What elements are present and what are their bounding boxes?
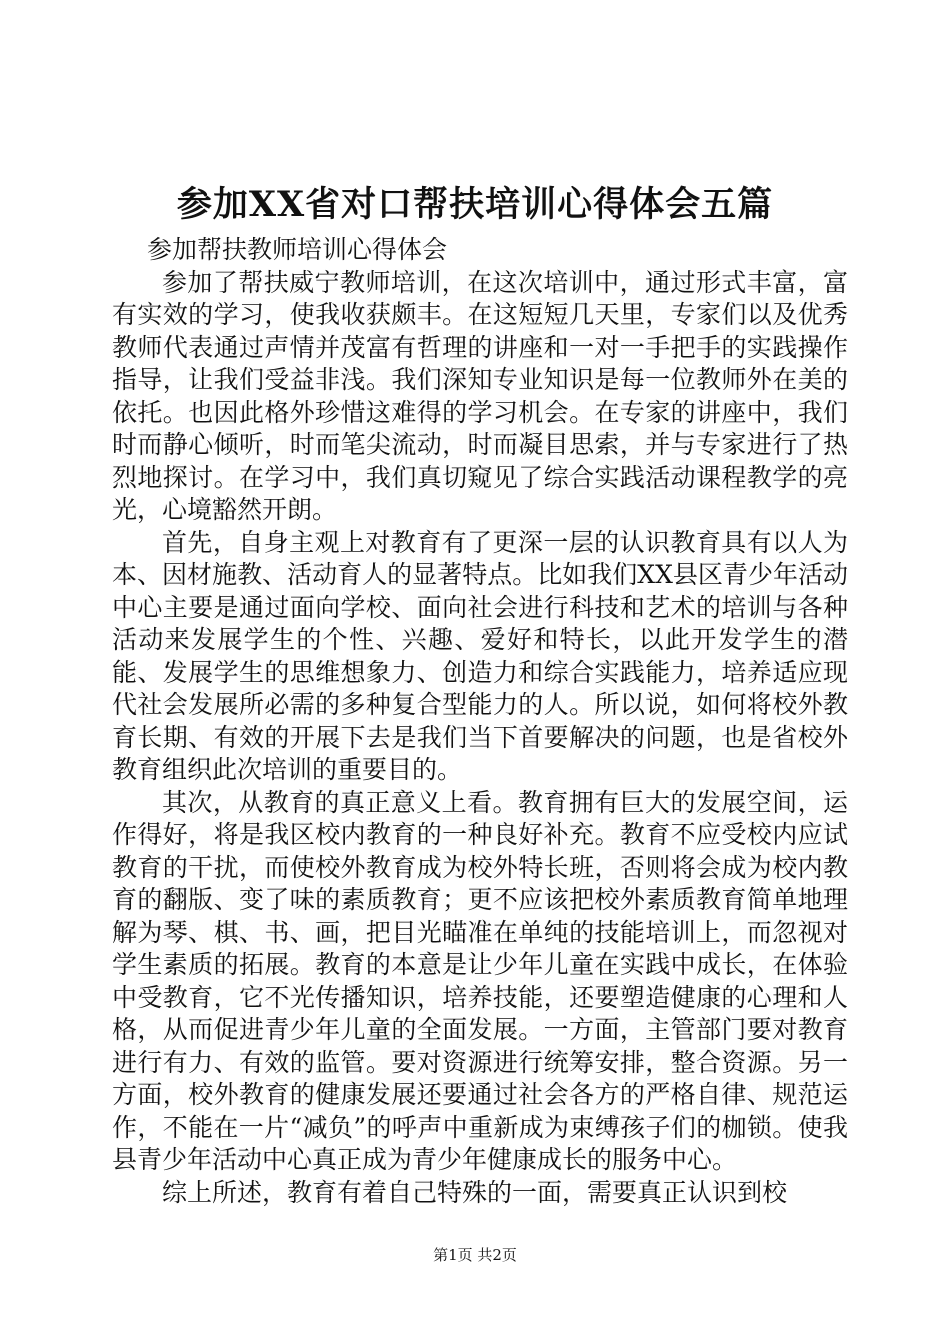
body-paragraph-4: 综上所述，教育有着自己特殊的一面，需要真正认识到校 <box>162 1177 788 1207</box>
body-paragraph-2: 首先，自身主观上对教育有了更深一层的认识教育具有以人为本、因材施教、活动育人的显著特点。比如我们XX县区青少年活动中心主要是通过面向学校、面向社会进行科技和艺术的培训与各种活动来发展学生的个性、兴趣、爱好和特长，以此开发学生的潜能、发展学生的思维想象力、创造力和综合实践能力，培养适应现代社会发展所必需的多种复合型能力的人。所以说，如何将校外教育长期、有效的开展下去是我们当下首要解决的问题，也是省校外教育组织此次培训的重要目的。 <box>112 527 848 784</box>
document-title: 参加XX省对口帮扶培训心得体会五篇 <box>176 184 774 225</box>
document-body <box>112 234 848 1209</box>
body-paragraph-3: 其次，从教育的真正意义上看。教育拥有巨大的发展空间，运作得好，将是我区校内教育的一种良好补充。教育不应受校内应试教育的干扰，而使校外教育成为校外特长班，否则将会成为校内教育的翻版、变了味的素质教育；更不应该把校外素质教育简单地理解为琴、棋、书、画，把目光瞄准在单纯的技能培训上，而忽视对学生素质的拓展。教育的本意是让少年儿童在实践中成长，在体验中受教育，它不光传播知识，培养技能，还要塑造健康的心理和人格，从而促进青少年儿童的全面发展。一方面，主管部门要对教育进行有力、有效的监管。要对资源进行统筹安排，整合资源。另一方面，校外教育的健康发展还要通过社会各方的严格自律、规范运作，不能在一片“减负”的呼声中重新成为束缚孩子们的枷锁。使我县青少年活动中心真正成为青少年健康成长的服务中心。 <box>112 787 848 1174</box>
page-footer: 第1页 共2页 <box>433 1246 517 1264</box>
document-subtitle: 参加帮扶教师培训心得体会 <box>147 235 448 264</box>
body-paragraph-1: 参加了帮扶威宁教师培训，在这次培训中，通过形式丰富，富有实效的学习，使我收获颇丰。在这短短几天里，专家们以及优秀教师代表通过声情并茂富有哲理的讲座和一对一手把手的实践操作指导，让我们受益非浅。我们深知专业知识是每一位教师外在美的依托。也因此格外珍惜这难得的学习机会。在专家的讲座中，我们时而静心倾听，时而笔尖流动，时而凝目思索，并与专家进行了热烈地探讨。在学习中，我们真切窥见了综合实践活动课程教学的亮光，心境豁然开朗。 <box>112 267 848 524</box>
